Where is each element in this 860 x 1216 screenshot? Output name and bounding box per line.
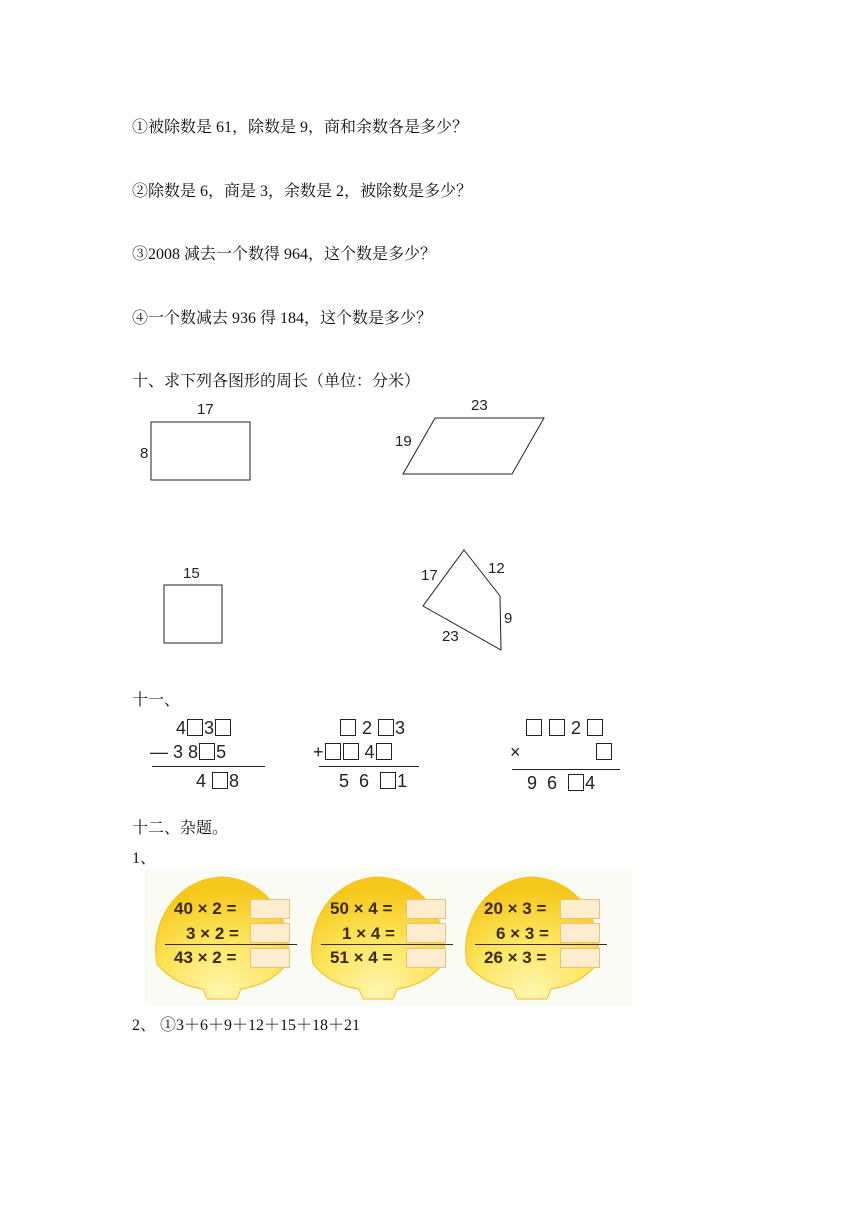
shell-3-line-3: 26 × 3 = — [484, 948, 547, 967]
digit: 8 — [229, 771, 240, 791]
digit: 4 — [364, 742, 375, 762]
quad-label-d: 23 — [442, 628, 459, 645]
parallelogram-side-label: 19 — [395, 433, 412, 450]
blank-box[interactable] — [380, 772, 396, 789]
quad-label-b: 12 — [488, 560, 505, 577]
digit: 4 — [585, 773, 596, 793]
digit: 6 — [359, 771, 370, 791]
shell-2-rule — [321, 944, 453, 945]
blank-box[interactable] — [215, 719, 231, 736]
shell-3-rule — [475, 944, 607, 945]
blank-box[interactable] — [587, 719, 603, 736]
question-4: ④一个数减去 936 得 184，这个数是多少？ — [132, 310, 433, 327]
digit: 1 — [397, 771, 408, 791]
digit: 3 — [173, 742, 184, 762]
shell-1-line-2: 3 × 2 = — [186, 924, 239, 943]
blank-box[interactable] — [325, 743, 341, 760]
shell-2-answer-1[interactable] — [406, 899, 446, 919]
blank-box[interactable] — [526, 719, 542, 736]
shell-1-answer-1[interactable] — [250, 899, 290, 919]
minus-sign: — — [150, 742, 168, 762]
digit: 4 — [176, 718, 187, 738]
section-12-title: 十二、杂题。 — [132, 820, 229, 837]
blank-box[interactable] — [596, 743, 612, 760]
multiply-sign: × — [510, 742, 521, 762]
digit: 8 — [188, 742, 199, 762]
digit: 3 — [395, 718, 406, 738]
section-11-title: 十一、 — [132, 692, 181, 709]
shell-3-answer-3[interactable] — [560, 948, 600, 968]
arith-problem-2 — [313, 718, 423, 798]
shell-1-answer-2[interactable] — [250, 923, 290, 943]
arith-problem-3 — [510, 718, 625, 798]
plus-sign: + — [313, 742, 324, 762]
section-10-title: 十、求下列各图形的周长（单位：分米） — [132, 373, 421, 390]
square-top-label: 15 — [183, 565, 200, 582]
blank-box[interactable] — [340, 719, 356, 736]
rectangle-shape — [151, 422, 250, 480]
blank-box[interactable] — [343, 743, 359, 760]
digit: 5 — [216, 742, 227, 762]
shell-2-answer-2[interactable] — [406, 923, 446, 943]
item-2-expression: 2、 ①3＋6＋9＋12＋15＋18＋21 — [132, 1017, 361, 1034]
digit: 5 — [339, 771, 350, 791]
digit: 4 — [196, 771, 207, 791]
digit: 2 — [571, 718, 582, 738]
rectangle-top-label: 17 — [197, 401, 214, 418]
quad-label-c: 9 — [504, 610, 513, 627]
digit: 3 — [204, 718, 215, 738]
blank-box[interactable] — [187, 719, 203, 736]
arith-problem-1 — [150, 718, 270, 798]
question-2: ②除数是 6，商是 3，余数是 2，被除数是多少？ — [132, 183, 473, 200]
digit: 9 — [527, 773, 538, 793]
shell-2-line-3: 51 × 4 = — [330, 948, 393, 967]
blank-box[interactable] — [549, 719, 565, 736]
blank-box[interactable] — [199, 743, 215, 760]
shell-3-line-1: 20 × 3 = — [484, 899, 547, 918]
shell-1-line-3: 43 × 2 = — [174, 948, 237, 967]
rectangle-side-label: 8 — [140, 445, 149, 462]
shell-1-answer-3[interactable] — [250, 948, 290, 968]
shell-2-answer-3[interactable] — [406, 948, 446, 968]
shell-3-line-2: 6 × 3 = — [496, 924, 549, 943]
parallelogram-shape — [403, 418, 544, 474]
sum-line — [319, 766, 419, 767]
question-3: ③2008 减去一个数得 964，这个数是多少？ — [132, 246, 437, 263]
shell-2-line-2: 1 × 4 = — [342, 924, 395, 943]
shell-3-answer-1[interactable] — [560, 899, 600, 919]
blank-box[interactable] — [212, 772, 228, 789]
sum-line — [152, 766, 265, 767]
product-line — [512, 769, 620, 770]
digit: 6 — [547, 773, 558, 793]
digit: 2 — [362, 718, 373, 738]
item-1-label: 1、 — [132, 850, 157, 867]
shell-1-rule — [165, 944, 297, 945]
blank-box[interactable] — [378, 719, 394, 736]
shell-2-line-1: 50 × 4 = — [330, 899, 393, 918]
square-shape — [164, 585, 222, 643]
shell-3-answer-2[interactable] — [560, 923, 600, 943]
parallelogram-top-label: 23 — [471, 397, 488, 414]
blank-box[interactable] — [376, 743, 392, 760]
quad-label-a: 17 — [421, 567, 438, 584]
shell-1-line-1: 40 × 2 = — [174, 899, 237, 918]
question-1: ①被除数是 61，除数是 9，商和余数各是多少？ — [132, 119, 469, 136]
blank-box[interactable] — [568, 774, 584, 791]
